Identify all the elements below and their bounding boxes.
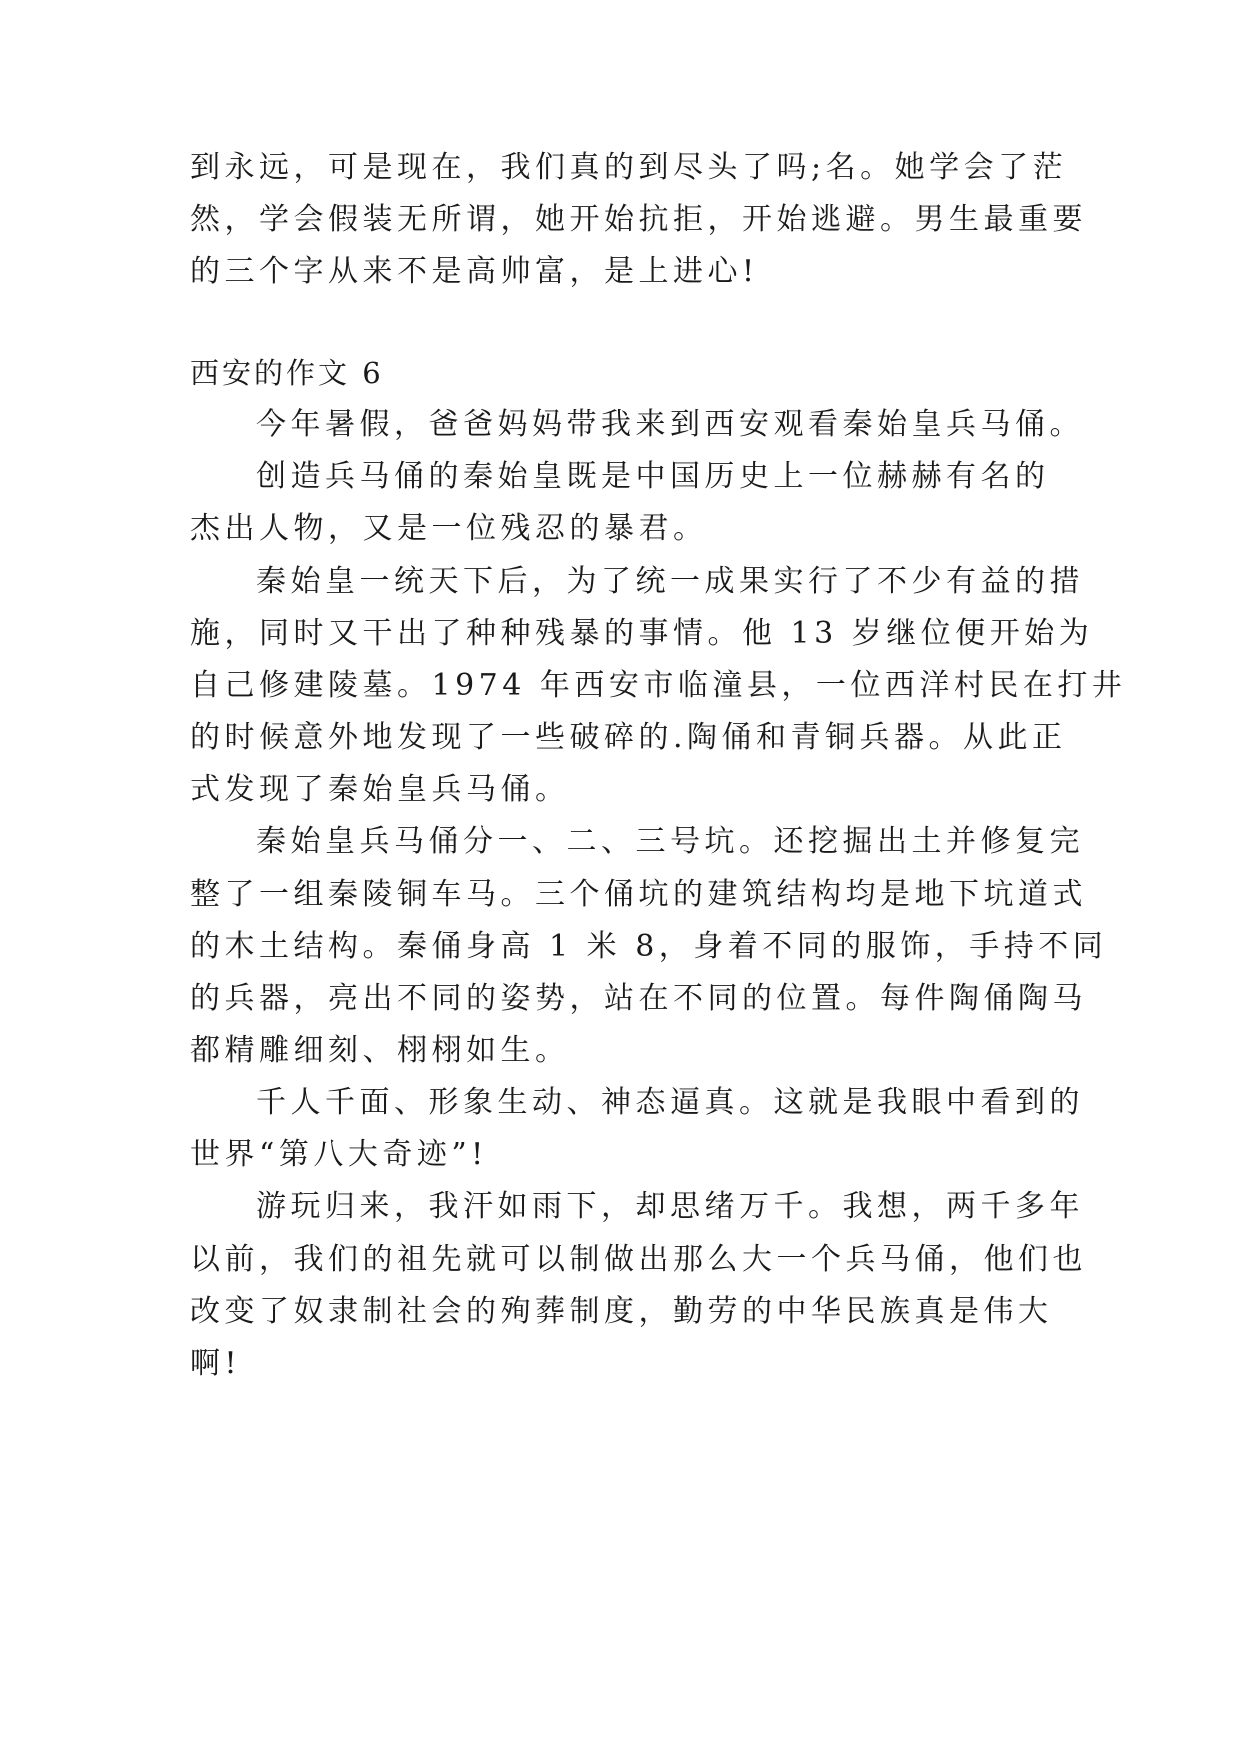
section-title: 西安的作文 6 bbox=[190, 356, 384, 390]
paragraph-line: 都精雕细刻、栩栩如生。 bbox=[190, 1033, 570, 1068]
paragraph-line: 自己修建陵墓。1974 年西安市临潼县，一位西洋村民在打井 bbox=[190, 668, 1127, 703]
paragraph-line: 的时候意外地发现了一些破碎的.陶俑和青铜兵器。从此正 bbox=[190, 720, 1067, 755]
paragraph-line: 杰出人物，又是一位残忍的暴君。 bbox=[190, 511, 708, 546]
paragraph-line: 创造兵马俑的秦始皇既是中国历史上一位赫赫有名的 bbox=[256, 459, 1050, 494]
paragraph-line: 千人千面、形象生动、神态逼真。这就是我眼中看到的 bbox=[256, 1085, 1084, 1120]
intro-line: 然，学会假装无所谓，她开始抗拒，开始逃避。男生最重要 bbox=[190, 202, 1087, 237]
intro-line: 到永远，可是现在，我们真的到尽头了吗;名。她学会了茫 bbox=[190, 150, 1068, 185]
paragraph-line: 施，同时又干出了种种残暴的事情。他 13 岁继位便开始为 bbox=[190, 616, 1094, 651]
paragraph-line: 世界“第八大奇迹”! bbox=[190, 1137, 488, 1172]
paragraph-line: 游玩归来，我汗如雨下，却思绪万千。我想，两千多年 bbox=[256, 1189, 1084, 1224]
paragraph-line: 改变了奴隶制社会的殉葬制度，勤劳的中华民族真是伟大 bbox=[190, 1294, 1053, 1329]
paragraph-line: 整了一组秦陵铜车马。三个俑坑的建筑结构均是地下坑道式 bbox=[190, 877, 1087, 912]
paragraph-line: 以前，我们的祖先就可以制做出那么大一个兵马俑，他们也 bbox=[190, 1242, 1087, 1277]
paragraph-line: 式发现了秦始皇兵马俑。 bbox=[190, 772, 570, 807]
paragraph-line: 的兵器，亮出不同的姿势，站在不同的位置。每件陶俑陶马 bbox=[190, 981, 1087, 1016]
paragraph-line: 秦始皇兵马俑分一、二、三号坑。还挖掘出土并修复完 bbox=[256, 824, 1084, 859]
paragraph-line: 啊! bbox=[190, 1346, 242, 1381]
intro-line: 的三个字从来不是高帅富，是上进心! bbox=[190, 254, 759, 289]
paragraph-line: 今年暑假，爸爸妈妈带我来到西安观看秦始皇兵马俑。 bbox=[256, 407, 1084, 442]
paragraph-line: 的木土结构。秦俑身高 1 米 8，身着不同的服饰，手持不同 bbox=[190, 929, 1108, 964]
paragraph-line: 秦始皇一统天下后，为了统一成果实行了不少有益的措 bbox=[256, 564, 1084, 599]
